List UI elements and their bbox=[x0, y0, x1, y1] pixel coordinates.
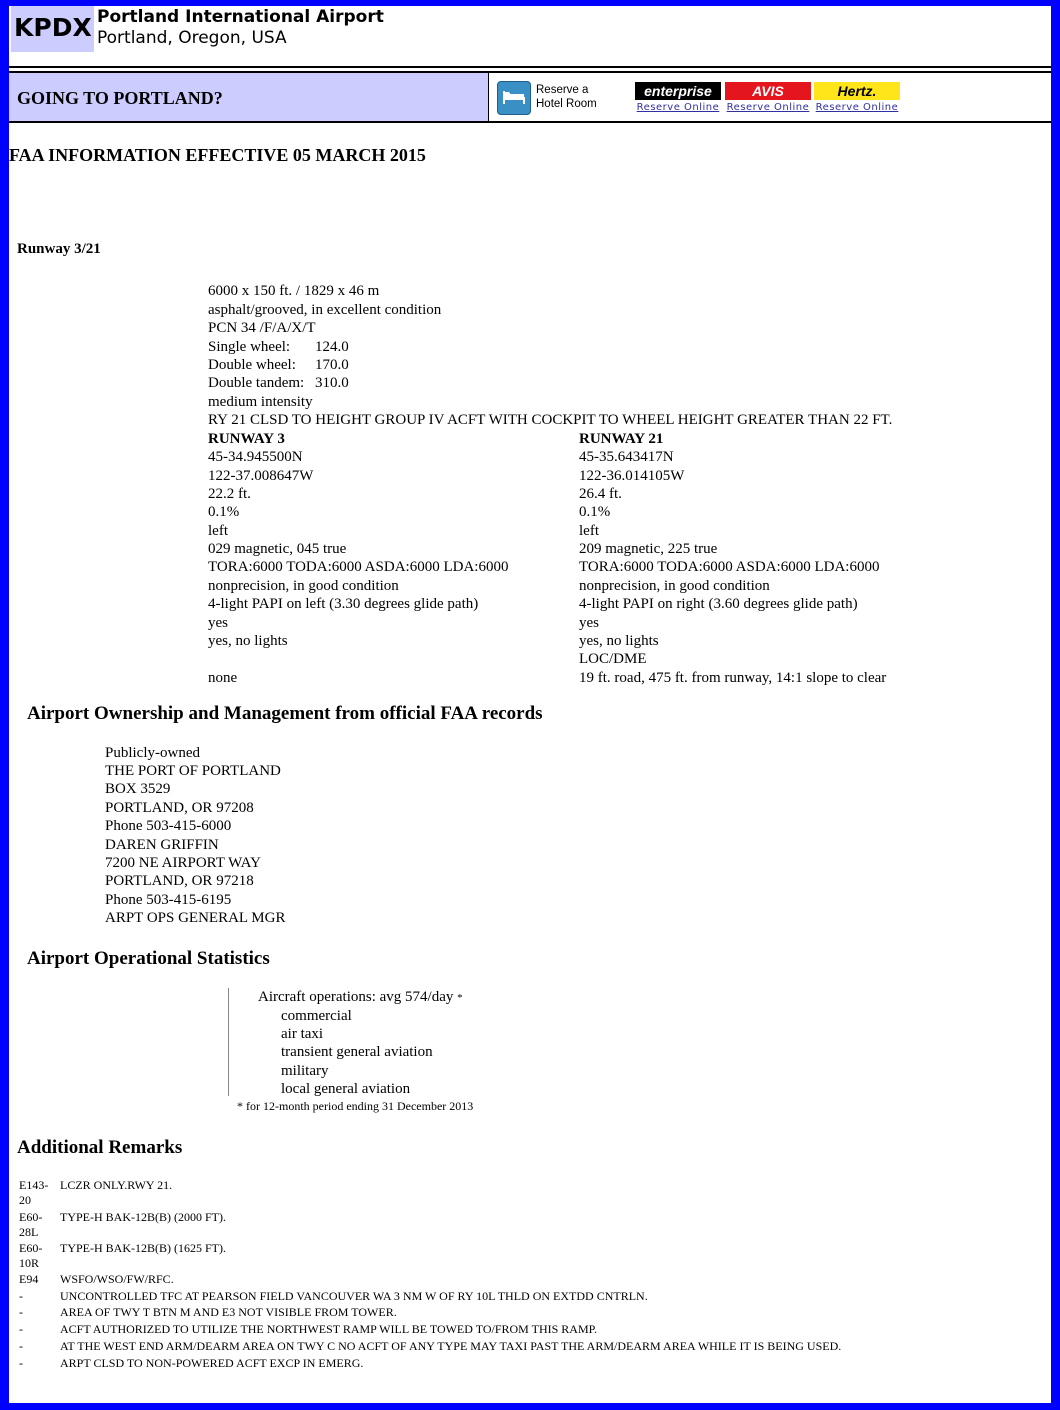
remark-text: LCZR ONLY.RWY 21. bbox=[60, 1178, 173, 1192]
single-wheel-value: 124.0 bbox=[315, 339, 349, 355]
runway-21-value: LOC/DME bbox=[579, 651, 647, 667]
remark-text: UNCONTROLLED TFC AT PEARSON FIELD VANCOUVER WA 3 NM W OF RY 10L THLD ON EXTDD CNTRLN. bbox=[60, 1289, 648, 1303]
ops-header-text: Aircraft operations: avg 574/day bbox=[258, 989, 454, 1005]
faa-effective-title: FAA INFORMATION EFFECTIVE 05 MARCH 2015 bbox=[9, 145, 426, 165]
runway-end-a-title: RUNWAY 3 bbox=[208, 431, 285, 447]
remark-text: WSFO/WSO/FW/RFC. bbox=[60, 1272, 174, 1286]
ops-label: local general aviation bbox=[281, 1081, 411, 1097]
runway-21-value: nonprecision, in good condition bbox=[579, 578, 770, 594]
avis-logo[interactable]: AVIS bbox=[725, 82, 811, 100]
remark-code: - bbox=[19, 1289, 23, 1303]
ops-label: air taxi bbox=[281, 1026, 324, 1042]
hertz-rental[interactable] bbox=[814, 82, 900, 113]
runway-21-value: 0.1% bbox=[579, 504, 611, 520]
remarks-title: Additional Remarks bbox=[17, 1137, 183, 1158]
remark-text: ACFT AUTHORIZED TO UTILIZE THE NORTHWEST RAMP WILL BE TOWED TO/FROM THIS RAMP. bbox=[60, 1322, 597, 1336]
hertz-reserve-link[interactable]: Reserve Online bbox=[815, 102, 899, 113]
runway-3-value: 45-34.945500N bbox=[208, 449, 303, 465]
airport-location: Portland, Oregon, USA bbox=[97, 28, 287, 48]
remark-text: ARPT CLSD TO NON-POWERED ACFT EXCP IN EMERG. bbox=[60, 1356, 364, 1370]
remark-text: TYPE-H BAK-12B(B) (1625 FT). bbox=[60, 1241, 226, 1255]
weight-value: PCN 34 /F/A/X/T bbox=[208, 320, 316, 336]
avis-reserve-link[interactable]: Reserve Online bbox=[726, 102, 810, 113]
runway-title: Runway 3/21 bbox=[17, 241, 101, 257]
stats-title: Airport Operational Statistics bbox=[27, 948, 270, 969]
runway-21-value: TORA:6000 TODA:6000 ASDA:6000 LDA:6000 bbox=[579, 559, 880, 575]
double-wheel-value: 170.0 bbox=[315, 357, 349, 373]
enterprise-reserve-link[interactable]: Reserve Online bbox=[636, 102, 720, 113]
ops-header bbox=[258, 988, 463, 1007]
airport-name: Portland International Airport bbox=[97, 7, 384, 27]
ops-label: commercial bbox=[281, 1008, 352, 1024]
runway-3-value: 029 magnetic, 045 true bbox=[208, 541, 347, 557]
ops-label: military bbox=[281, 1063, 329, 1079]
manager-phone: Phone 503-415-6195 bbox=[105, 892, 232, 908]
manager-line: ARPT OPS GENERAL MGR bbox=[105, 910, 286, 926]
dimensions-value: 6000 x 150 ft. / 1829 x 46 m bbox=[208, 283, 380, 299]
manager-line: PORTLAND, OR 97218 bbox=[105, 873, 254, 889]
airport-header bbox=[9, 6, 1053, 68]
runway-3-value: none bbox=[208, 670, 238, 686]
reserve-hotel-link[interactable] bbox=[536, 83, 597, 111]
avis-rental[interactable] bbox=[725, 82, 811, 113]
runway-3-value: yes bbox=[208, 615, 228, 631]
runway-3-value: nonprecision, in good condition bbox=[208, 578, 399, 594]
remark-code: - bbox=[19, 1356, 23, 1370]
remark-code: E60-28L bbox=[19, 1210, 43, 1239]
remark-code: E143-20 bbox=[19, 1178, 49, 1207]
going-bar bbox=[9, 71, 1053, 123]
enterprise-logo[interactable]: enterprise bbox=[635, 82, 721, 100]
manager-line: 7200 NE AIRPORT WAY bbox=[105, 855, 261, 871]
runway-3-value: 4-light PAPI on left (3.30 degrees glide path) bbox=[208, 596, 479, 612]
runway-21-value: left bbox=[579, 523, 599, 539]
ownership-value: Publicly-owned bbox=[105, 745, 200, 761]
remark-code: E60-10R bbox=[19, 1241, 43, 1270]
hertz-logo[interactable]: Hertz. bbox=[814, 82, 900, 100]
edge-lights-value: medium intensity bbox=[208, 394, 313, 410]
restrictions-value: RY 21 CLSD TO HEIGHT GROUP IV ACFT WITH COCKPIT TO WHEEL HEIGHT GREATER THAN 22 FT. bbox=[208, 412, 893, 428]
runway-3-value: 0.1% bbox=[208, 504, 240, 520]
surface-value: asphalt/grooved, in excellent condition bbox=[208, 302, 442, 318]
enterprise-rental[interactable] bbox=[635, 82, 721, 113]
manager-line: DAREN GRIFFIN bbox=[105, 837, 219, 853]
remark-code: E94 bbox=[19, 1272, 39, 1286]
ops-header-star: * bbox=[457, 992, 463, 1004]
double-wheel-label: Double wheel: bbox=[208, 357, 296, 373]
stats-divider bbox=[228, 988, 229, 1096]
remark-text: TYPE-H BAK-12B(B) (2000 FT). bbox=[60, 1210, 226, 1224]
remark-code: - bbox=[19, 1305, 23, 1319]
owner-line: THE PORT OF PORTLAND bbox=[105, 763, 281, 779]
runway-3-value: TORA:6000 TODA:6000 ASDA:6000 LDA:6000 bbox=[208, 559, 509, 575]
runway-21-value: 4-light PAPI on right (3.60 degrees glide path) bbox=[579, 596, 858, 612]
double-tandem-label: Double tandem: bbox=[208, 375, 305, 391]
icao-code: KPDX bbox=[11, 6, 94, 52]
owner-line: PORTLAND, OR 97208 bbox=[105, 800, 254, 816]
runway-21-value: yes bbox=[579, 615, 599, 631]
runway-3-value: 122-37.008647W bbox=[208, 468, 314, 484]
hotel-label-line1: Reserve a bbox=[536, 84, 589, 96]
remark-text: AT THE WEST END ARM/DEARM AREA ON TWY C NO ACFT OF ANY TYPE MAY TAXI PAST THE ARM/DEARM AREA WHILE IT IS BEING USED. bbox=[60, 1339, 842, 1353]
runway-21-value: 122-36.014105W bbox=[579, 468, 685, 484]
runway-21-value: 45-35.643417N bbox=[579, 449, 674, 465]
owner-line: BOX 3529 bbox=[105, 781, 171, 797]
runway-3-value: 22.2 ft. bbox=[208, 486, 251, 502]
single-wheel-label: Single wheel: bbox=[208, 339, 291, 355]
runway-21-value: 209 magnetic, 225 true bbox=[579, 541, 718, 557]
bed-icon[interactable] bbox=[497, 81, 531, 115]
runway-3-value: yes, no lights bbox=[208, 633, 288, 649]
hotel-label-line2: Hotel Room bbox=[536, 98, 597, 110]
ownership-title: Airport Ownership and Management from official FAA records bbox=[27, 703, 543, 724]
going-label: GOING TO PORTLAND? bbox=[9, 73, 489, 121]
runway-end-b-title: RUNWAY 21 bbox=[579, 431, 664, 447]
ops-label: transient general aviation bbox=[281, 1044, 433, 1060]
runway-21-value: 26.4 ft. bbox=[579, 486, 622, 502]
stats-footnote: * for 12-month period ending 31 December 2013 bbox=[237, 1099, 474, 1113]
remark-code: - bbox=[19, 1339, 23, 1353]
remark-text: AREA OF TWY T BTN M AND E3 NOT VISIBLE FROM TOWER. bbox=[60, 1305, 397, 1319]
runway-21-value: yes, no lights bbox=[579, 633, 659, 649]
owner-phone: Phone 503-415-6000 bbox=[105, 818, 232, 834]
remark-code: - bbox=[19, 1322, 23, 1336]
runway-21-value: 19 ft. road, 475 ft. from runway, 14:1 slope to clear bbox=[579, 670, 887, 686]
runway-3-value: left bbox=[208, 523, 228, 539]
double-tandem-value: 310.0 bbox=[315, 375, 349, 391]
